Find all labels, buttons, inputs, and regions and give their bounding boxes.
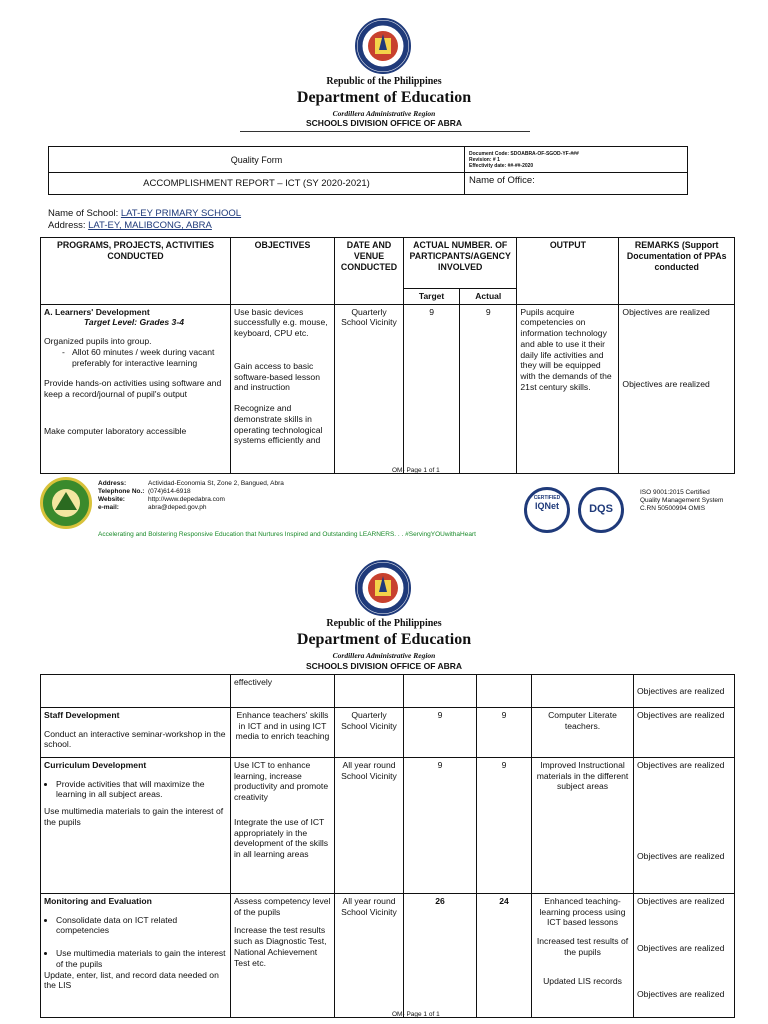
department-title-page2: Department of Education xyxy=(296,631,472,648)
ld-activity-1-sub-text: Allot 60 minutes / week during vacant preferably for interactive learning xyxy=(72,346,215,368)
me-remarks xyxy=(634,894,735,1018)
me-remark-2: Objectives are realized xyxy=(637,942,725,953)
ppa-learners-development xyxy=(41,304,231,473)
school-name-label: Name of School: xyxy=(48,208,119,219)
me-remark-3: Objectives are realized xyxy=(637,989,725,1000)
cd-remark-1: Objectives are realized xyxy=(637,760,725,770)
doc-effectivity: Effectivity date: ##-##-2020 xyxy=(469,162,534,169)
ld-target: 9 xyxy=(404,304,460,473)
ld-date-venue: Quarterly School Vicinity xyxy=(335,304,404,473)
address-label: Address: xyxy=(48,220,86,231)
footer-address: Actividad-Economia St, Zone 2, Bangued, Abra xyxy=(148,480,284,487)
ppa-staff-development xyxy=(41,708,231,758)
footer-tagline: Accelerating and Bolstering Responsive Education that Nurtures Inspired and Outstanding LEARNERS. . . #ServingYOUwithaHeart xyxy=(98,531,476,538)
footer-web-label: Website: xyxy=(98,496,125,504)
me-objective-1: Assess competency level of the pupils xyxy=(234,896,331,917)
header-actual: Actual xyxy=(460,289,517,305)
ld-objective-3: Recognize and demonstrate skills in operating technological systems efficiently and xyxy=(234,403,323,446)
header-output: OUTPUT xyxy=(517,238,619,305)
republic-text: Republic of the Philippines xyxy=(326,76,442,87)
cont-objective: effectively xyxy=(231,675,335,708)
ld-activity-1: Organized pupils into group. xyxy=(44,336,152,347)
me-output-3: Updated LIS records xyxy=(543,975,622,986)
page1-number: OM- Page 1 of 1 xyxy=(392,467,440,474)
dqs-cert-logo xyxy=(578,487,624,533)
deped-seal-logo-page2 xyxy=(355,560,411,616)
deped-seal-logo xyxy=(355,18,411,74)
me-actual: 24 xyxy=(477,894,532,1018)
me-outputs xyxy=(532,894,634,1018)
ld-remark-1: Objectives are realized xyxy=(622,306,710,317)
ld-objective-1: Use basic devices successfully e.g. mouse, keyboard, CPU etc. xyxy=(234,306,328,339)
cert1-text: CERTIFIED xyxy=(533,495,561,501)
header-ppa: PROGRAMS, PROJECTS, ACTIVITIES CONDUCTED xyxy=(41,238,231,305)
division-text: SCHOOLS DIVISION OFFICE OF ABRA xyxy=(306,118,462,128)
ld-activity-2: Provide hands-on activities using software and keep a record/journal of pupil's output xyxy=(44,378,222,400)
cd-objectives xyxy=(231,758,335,894)
cd-output: Improved Instructional materials in the different subject areas xyxy=(532,758,634,894)
me-target: 26 xyxy=(404,894,477,1018)
cd-activity-2: Use multimedia materials to gain the interest of the pupils xyxy=(44,806,224,827)
me-output-2: Increased test results of the pupils xyxy=(536,936,629,957)
sdo-abra-logo xyxy=(40,477,92,529)
ld-activity-1-sub: - Allot 60 minutes / week during vacant preferably for interactive learning xyxy=(62,346,215,368)
cd-title: Curriculum Development xyxy=(44,760,147,770)
page2-number: OM- Page 1 of 1 xyxy=(392,1011,440,1018)
ld-title: A. Learners' Development xyxy=(44,306,150,317)
iso-info xyxy=(640,489,750,513)
cont-remark: Objectives are realized xyxy=(634,675,735,708)
cont-output-cell xyxy=(532,675,634,708)
footer-tel-label: Telephone No.: xyxy=(98,488,145,496)
ld-remarks xyxy=(619,304,735,473)
doc-code: Document Code: SDOABRA-OF-SGOD-YF-### xyxy=(469,150,579,157)
me-title: Monitoring and Evaluation xyxy=(44,896,152,906)
cd-objective-1: Use ICT to enhance learning, increase productivity and promote creativity xyxy=(234,760,329,803)
sd-date-venue: Quarterly School Vicinity xyxy=(335,708,404,758)
cont-target-cell xyxy=(404,675,477,708)
department-title: Department of Education xyxy=(296,89,472,106)
cert2-text: DQS xyxy=(589,503,613,515)
sd-target: 9 xyxy=(404,708,477,758)
ld-output: Pupils acquire competencies on information technology and able to use it their daily life activities and they will be equipped with the demands of the 21st century skills. xyxy=(517,304,619,473)
sd-objective: Enhance teachers' skills in ICT and in using ICT media to enrich teaching xyxy=(231,708,335,758)
cd-remark-2: Objectives are realized xyxy=(637,850,725,861)
cd-bullet-1: • Provide activities that will maximize the learning in all subject areas. xyxy=(56,779,227,800)
me-output-1: Enhanced teaching-learning process using ICT based lessons xyxy=(539,896,626,928)
header-divider xyxy=(240,131,530,132)
ld-remark-2: Objectives are realized xyxy=(622,379,710,390)
cd-objective-2: Integrate the use of ICT appropriately in the development of the skills in all learning areas xyxy=(234,816,329,860)
region-text: Cordillera Administrative Region xyxy=(332,109,436,118)
accomplishment-table-page2 xyxy=(40,674,735,1018)
sd-output: Computer Literate teachers. xyxy=(532,708,634,758)
cd-date-venue: All year round School Vicinity xyxy=(335,758,404,894)
cert1b-text: IQNet xyxy=(534,501,559,511)
document-info xyxy=(465,147,688,173)
header-target: Target xyxy=(404,289,460,305)
sd-actual: 9 xyxy=(477,708,532,758)
sd-activity: Conduct an interactive seminar-workshop in the school. xyxy=(44,728,226,750)
school-address: LAT-EY, MALIBCONG, ABRA xyxy=(88,220,212,231)
republic-text-page2: Republic of the Philippines xyxy=(326,618,442,629)
header-date-venue: DATE AND VENUE CONDUCTED xyxy=(335,238,404,305)
cd-target: 9 xyxy=(404,758,477,894)
me-remark-1: Objectives are realized xyxy=(637,896,725,906)
division-text-page2: SCHOOLS DIVISION OFFICE OF ABRA xyxy=(306,661,462,671)
ld-objective-2: Gain access to basic software-based lesson and instruction xyxy=(234,360,320,393)
cont-date-cell xyxy=(335,675,404,708)
ld-target-level: Target Level: Grades 3-4 xyxy=(84,317,184,328)
ppa-monitoring-evaluation xyxy=(41,894,231,1018)
cont-ppa-cell xyxy=(41,675,231,708)
school-name: LAT-EY PRIMARY SCHOOL xyxy=(120,208,242,219)
sd-title: Staff Development xyxy=(44,710,120,720)
cd-actual: 9 xyxy=(477,758,532,894)
me-activity-3: Update, enter, list, and record data needed on the LIS xyxy=(44,969,219,991)
me-objectives xyxy=(231,894,335,1018)
me-objective-2: Increase the test results such as Diagnostic Test, National Achievement Test etc. xyxy=(234,925,327,968)
report-title: ACCOMPLISHMENT REPORT – ICT (SY 2020-2021) xyxy=(49,173,465,195)
address-line xyxy=(48,220,212,231)
footer-values xyxy=(148,480,348,513)
cert-number: C.RN 50500994 OMIS xyxy=(640,505,706,513)
footer-website[interactable]: http://www.depedabra.com xyxy=(148,496,225,504)
ld-activity-3: Make computer laboratory accessible xyxy=(44,425,187,436)
cd-bullets xyxy=(56,779,227,800)
me-bullets xyxy=(56,915,227,970)
me-bullet-1: • Consolidate data on ICT related competencies xyxy=(56,915,227,936)
ld-objectives xyxy=(231,304,335,473)
quality-form-table xyxy=(48,146,688,195)
cd-remarks xyxy=(634,758,735,894)
office-label: Name of Office: xyxy=(465,173,688,195)
footer-email[interactable]: abra@deped.gov.ph xyxy=(148,504,207,512)
quality-form-label: Quality Form xyxy=(49,147,465,173)
school-name-line xyxy=(48,208,241,219)
footer-address-label: Address: xyxy=(98,480,127,487)
iqnet-cert-logo xyxy=(524,487,570,533)
cont-actual-cell xyxy=(477,675,532,708)
ppa-curriculum-development xyxy=(41,758,231,894)
qms-text: Quality Management System xyxy=(640,497,724,505)
accomplishment-table-page1 xyxy=(40,237,735,474)
region-text-page2: Cordillera Administrative Region xyxy=(332,651,436,660)
iso-certified: ISO 9001:2015 Certified xyxy=(640,489,710,496)
footer-tel: (074)614-6918 xyxy=(148,488,191,496)
ld-actual: 9 xyxy=(460,304,517,473)
me-date-venue: All year round School Vicinity xyxy=(335,894,404,1018)
me-bullet-2: • Use multimedia materials to gain the interest of the pupils xyxy=(56,948,227,969)
header-remarks: REMARKS (Support Documentation of PPAs conducted xyxy=(619,238,735,305)
footer-email-label: e-mail: xyxy=(98,504,119,512)
doc-revision: Revision: # 1 xyxy=(469,156,500,163)
sd-remark: Objectives are realized xyxy=(634,708,735,758)
header-objectives: OBJECTIVES xyxy=(231,238,335,305)
header-actual-participants: ACTUAL NUMBER. OF PARTICPANTS/AGENCY INVOLVED xyxy=(404,238,517,289)
